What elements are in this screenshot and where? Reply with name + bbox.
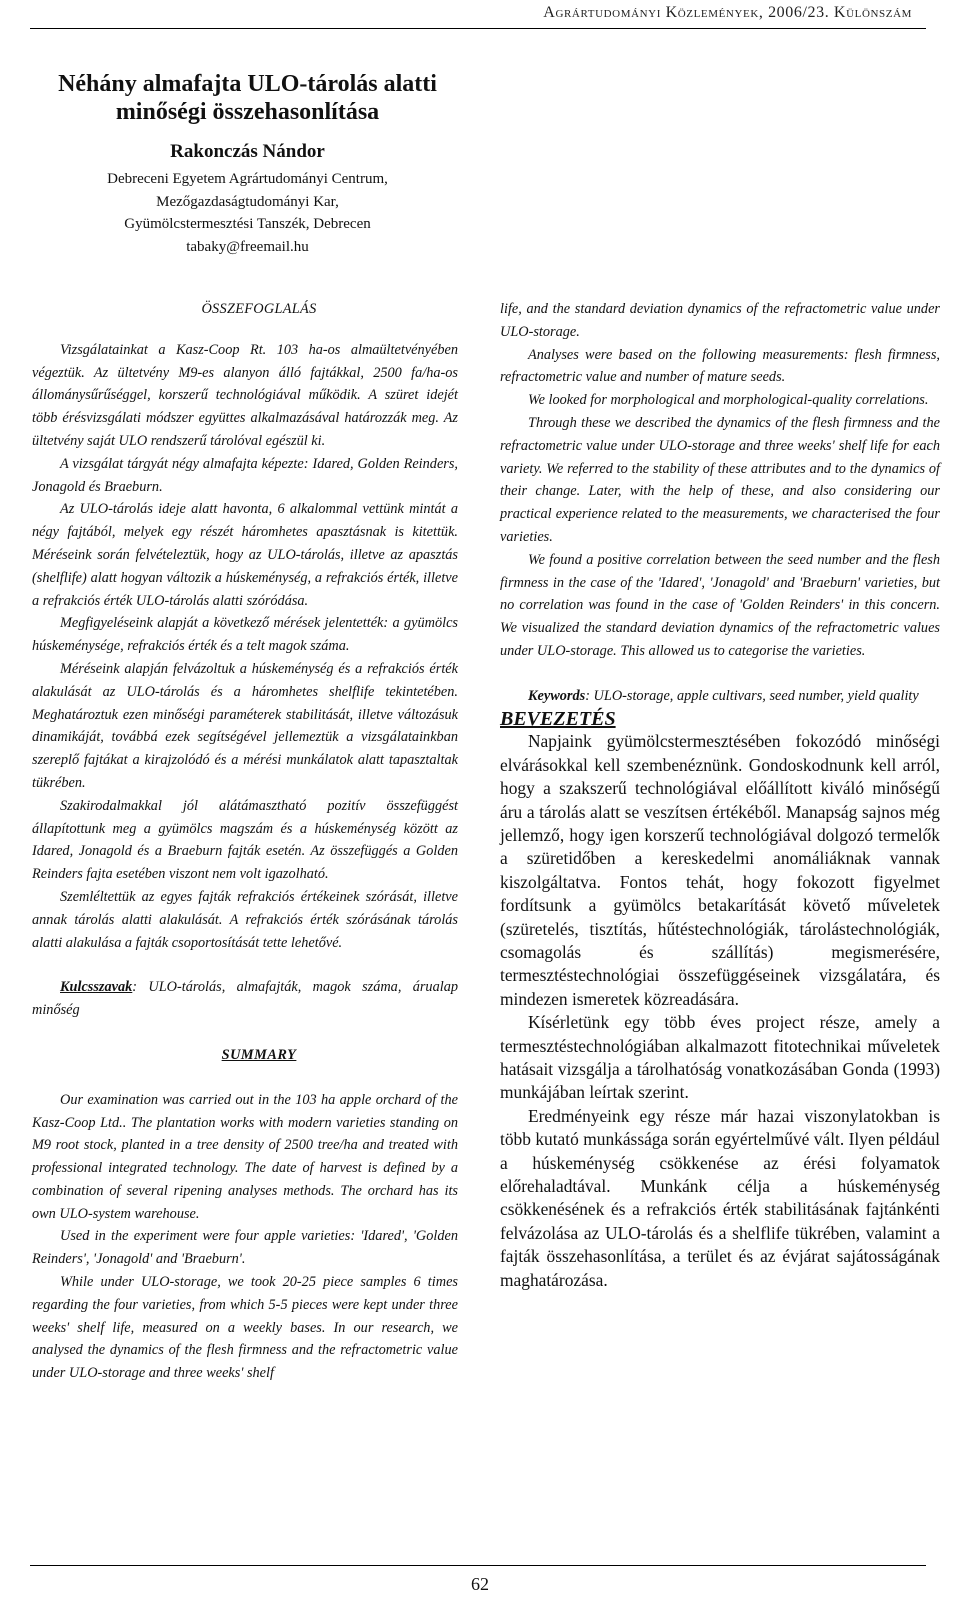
summary-paragraph: Analyses were based on the following measurements: flesh firmness, refractometric value and number of mature seeds.: [500, 346, 940, 386]
summary-paragraph: We found a positive correlation between the seed number and the flesh firmness in the case of the 'Idared', 'Jonagold' and 'Braeburn' varieties, but no correlation was found in the case of 'Golden Reinders' in this concern. We visualized the standard deviation dynamics of the refractometric values under ULO-storage. This allowed us to categorise the varieties.: [500, 551, 940, 659]
keywords-hu-text: : ULO-tárolás, almafajták, magok száma, árualap minőség: [32, 979, 458, 1019]
footer-rule: [30, 1565, 926, 1566]
summary-continuation: life, and the standard deviation dynamics of the refractometric value under ULO-storage.: [500, 301, 940, 340]
introduction-paragraph: Eredményeink egy része már hazai viszonylatokban is több kutató munkássága során egyértelművé vált. Ilyen például a húskeménység csökkenése az érési folyamatok előrehaladtával. Munkánk célja a húskeménység csökkenésének és a refrakciós érték stabilitásának fajtánkénti felvázolása az ULO-tárolás és a shelflife tükrében, valamint a fajták összehasonlítása, a terület és az évjárat sajátosságának maghatározása.: [500, 1105, 940, 1290]
page-number: 62: [471, 1574, 489, 1594]
left-column: [32, 298, 458, 1385]
affiliation-line-1: Debreceni Egyetem Agrártudományi Centrum,: [107, 171, 388, 187]
abstract-hu-paragraph: Szakirodalmakkal jól alátámasztható pozitív összefüggést állapítottunk meg a gyümölcs magszám és a húskeménység között az Idared, Jonagold és a Braeburn fajták esetén. Az összefüggés a Golden Reinders fajta esetében viszont nem volt igazolható.: [32, 797, 458, 883]
abstract-hu-paragraph: Vizsgálatainkat a Kasz-Coop Rt. 103 ha-os almaültetvényében végeztük. Az ültetvény M9-es alanyon álló fajtákkal, 2500 fa/ha-os állománysűrűséggel, korszerű technológiával működik. A szüret idejét több érésvizsgálati módszer együttes alkalmazásával határozzák meg. Az ültetvény saját ULO rendszerű tárolóval egészül ki.: [32, 341, 458, 449]
summary-paragraph: While under ULO-storage, we took 20-25 piece samples 6 times regarding the four varieties, from which 5-5 pieces were kept under three weeks' shelf life, measured on a weekly bases. In our research, we analysed the dynamics of the flesh firmness and the refractometric value under ULO-storage and three weeks' shelf: [32, 1274, 458, 1382]
abstract-hu-paragraph: Az ULO-tárolás ideje alatt havonta, 6 alkalommal vettünk mintát a négy fajtából, melyek egy részét háromhetes apasztásnak is kitettük. Méréseink során felvételeztük, hogy az ULO-tárolás, illetve az apasztás (shelflife) alatt hogyan változik a húskeménység, a refrakciós érték, illetve a refrakciós érték ULO-tárolás alatti szóródása.: [32, 501, 458, 609]
affiliation-line-3: Gyümölcstermesztési Tanszék, Debrecen: [124, 216, 371, 232]
summary-paragraph: Used in the experiment were four apple varieties: 'Idared', 'Golden Reinders', 'Jonagold' and 'Braeburn'.: [32, 1228, 458, 1268]
summary-heading: SUMMARY: [221, 1046, 297, 1063]
introduction-heading: BEVEZETÉS: [500, 707, 616, 730]
summary-paragraph: We looked for morphological and morphological-quality correlations.: [528, 392, 929, 409]
paper-title-line-2: minőségi összehasonlítása: [115, 99, 380, 125]
introduction-paragraph: Napjaink gyümölcstermesztésében fokozódó minőségi elvárásokkal kell szembenéznünk. Gondoskodnunk kell arról, hogy a szakszerű technológiával előállított kiváló minőségű áru a tárolás alatt se veszítsen értékéből. Manapság sajnos még jellemző, hogy igen korszerű technológiával dolgozó termelők a szüretidőben a kereskedelmi anomáliáknak vannak kiszolgáltatva. Fontos tehát, hogy fokozott figyelmet fordítsunk a gyümölcs betakarítását követő műveletek (szüretelés, tisztítás, hűtéstechnológiák, tárolástechnológiák, csomagolás és szállítás) megismerésére, termesztéstechnológiai összefüggéseinek vizsgálatára, és mindezen ismeretek közreadására.: [500, 731, 940, 1009]
keywords-en-text: : ULO-storage, apple cultivars, seed number, yield quality: [585, 687, 919, 704]
journal-name: Agrártudományi Közlemények, 2006/23. Különszám: [543, 4, 912, 21]
right-column: [500, 298, 940, 1292]
abstract-hu-paragraph: A vizsgálat tárgyát négy almafajta képezte: Idared, Golden Reinders, Jonagold és Braeburn.: [32, 455, 458, 495]
abstract-hu-paragraph: Megfigyeléseink alapját a következő mérések jelentették: a gyümölcs húskeménysége, refrakciós érték és a telt magok száma.: [32, 615, 458, 655]
keywords-hu: [32, 976, 458, 1022]
abstract-hu-paragraph: Szemléltettük az egyes fajták refrakciós értékeinek szórását, illetve annak tárolás alatti alakulását. A refrakciós érték szórásának tárolás alatti alakulása a fajták csoportosítását tette lehetővé.: [32, 888, 458, 951]
keywords-hu-label: Kulcsszavak: [60, 979, 133, 996]
author-name: Rakonczás Nándor: [170, 141, 325, 162]
header-rule: [30, 28, 926, 29]
author-email[interactable]: tabaky@freemail.hu: [186, 238, 309, 255]
affiliation-line-2: Mezőgazdaságtudományi Kar,: [156, 193, 339, 210]
running-header: [0, 4, 960, 26]
introduction-paragraph: Kísérletünk egy több éves project része, amely a termesztéstechnológiában alkalmazott fitotechnikai műveletek hatásait vizsgálja a tárolhatóság vonatkozásában Gonda (1993) munkájában leírtak szerint.: [500, 1012, 940, 1103]
summary-paragraph: Our examination was carried out in the 103 ha apple orchard of the Kasz-Coop Ltd.. The plantation works with modern varieties standing on M9 root stock, planted in a tree density of 2500 tree/ha and treated with professional integrated technology. The date of harvest is defined by a combination of several ripening analyses methods. The orchard has its own ULO-system warehouse.: [32, 1091, 458, 1222]
keywords-en-label: Keywords: [528, 687, 586, 704]
introduction-body: [500, 730, 940, 1292]
affiliation: [30, 168, 465, 258]
title-block: [30, 70, 465, 126]
abstract-hu-paragraph: Méréseink alapján felvázoltuk a húskeménység és a refrakciós érték alakulását az ULO-tárolás és a háromhetes shelflife tekintetében. Meghatároztuk ezen minőségi paraméterek stabilitását, illetve változásuk dinamikáját, továbbá ezek segítségével jellemeztük a vizsgálatainkban szereplő fajtákat a kirajzolódó és a mérési munkálatok alatt tapasztaltak tükrében.: [32, 660, 458, 791]
abstract-hu-heading: ÖSSZEFOGLALÁS: [201, 301, 317, 317]
summary-paragraph: Through these we described the dynamics of the flesh firmness and the refractometric value under ULO-storage and three weeks' shelf life for each variety. We referred to the stability of these attributes and to the dynamics of their change. Later, with the help of these, and also considering our practical experience related to the measurements, we characterised the four varieties.: [500, 414, 940, 545]
keywords-en: [500, 685, 940, 708]
paper-title-line-1: Néhány almafajta ULO-tárolás alatti: [58, 71, 437, 97]
